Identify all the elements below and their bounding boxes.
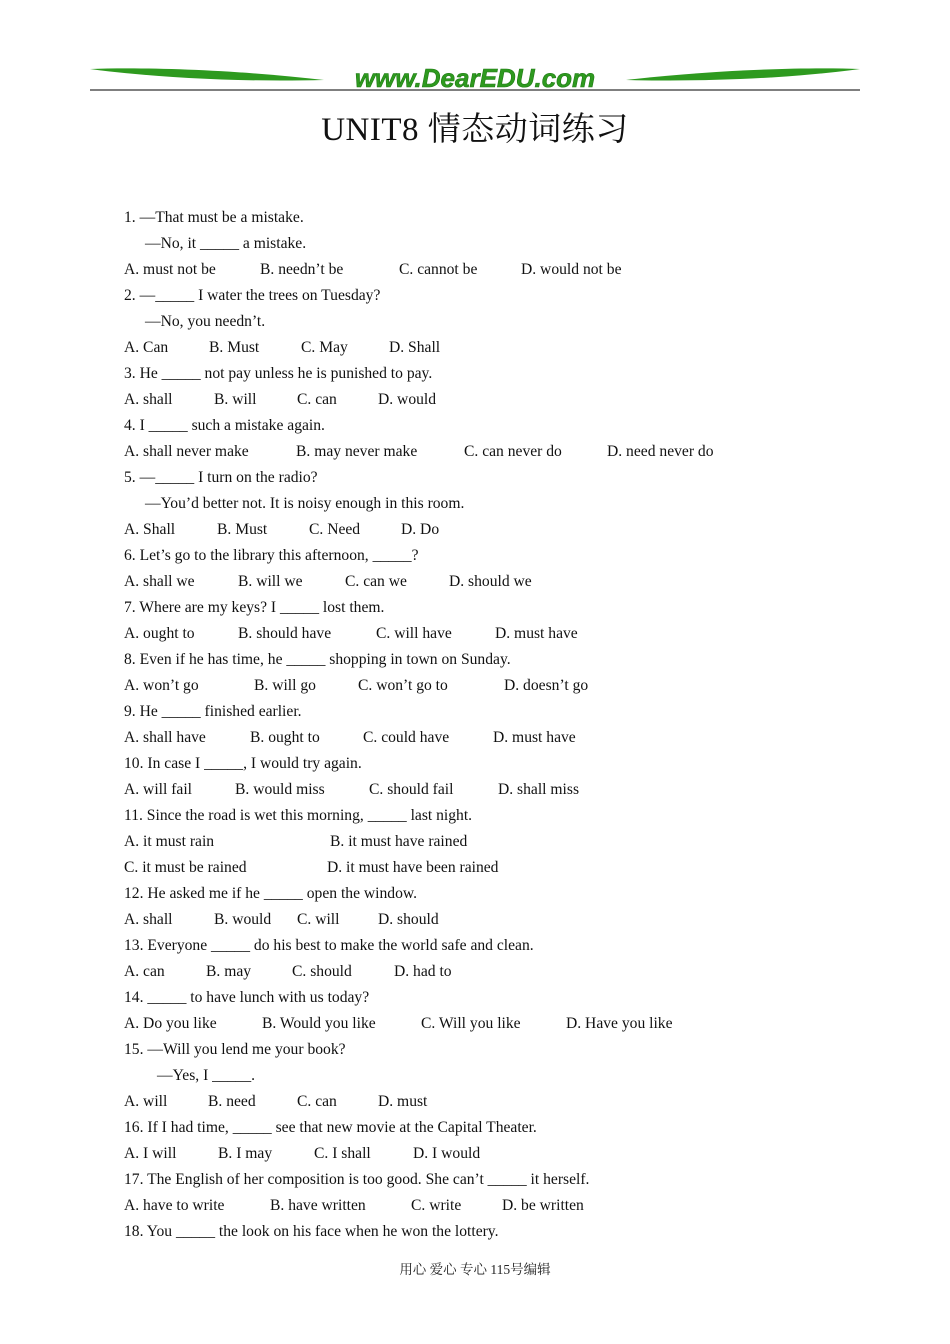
answer-option: A. ought to bbox=[124, 625, 195, 642]
answer-option: B. may never make bbox=[296, 443, 418, 460]
answer-option: C. should fail bbox=[369, 781, 454, 798]
answer-option: A. it must rain bbox=[124, 833, 215, 850]
answer-option: C. should bbox=[292, 963, 352, 980]
question-text: 5. —_____ I turn on the radio? bbox=[124, 469, 318, 486]
answer-option: B. will go bbox=[254, 677, 316, 694]
answer-option: D. had to bbox=[394, 963, 452, 980]
question-text: 7. Where are my keys? I _____ lost them. bbox=[124, 599, 385, 616]
answer-option: A. must not be bbox=[124, 261, 216, 278]
answer-option: B. would bbox=[214, 911, 272, 928]
answer-option: C. will have bbox=[376, 625, 452, 642]
answer-option: B. Would you like bbox=[262, 1015, 376, 1032]
question-text: 11. Since the road is wet this morning, _____ last night. bbox=[124, 807, 473, 824]
answer-option: D. would not be bbox=[521, 261, 622, 278]
answer-option: D. shall miss bbox=[498, 781, 580, 798]
site-banner bbox=[88, 60, 862, 96]
answer-option: B. need bbox=[208, 1093, 256, 1110]
question-text: 1. —That must be a mistake. bbox=[124, 209, 304, 226]
answer-option: C. May bbox=[301, 339, 348, 356]
answer-option: A. Can bbox=[124, 339, 169, 356]
answer-option: B. Must bbox=[217, 521, 268, 538]
answer-option: D. must bbox=[378, 1093, 428, 1110]
question-text: 16. If I had time, _____ see that new movie at the Capital Theater. bbox=[124, 1119, 537, 1136]
option-row bbox=[124, 1089, 844, 1115]
answer-option: A. I will bbox=[124, 1145, 177, 1162]
answer-option: C. write bbox=[411, 1197, 462, 1214]
banner-graphic bbox=[88, 60, 862, 96]
answer-option: A. shall bbox=[124, 391, 173, 408]
question-text: 13. Everyone _____ do his best to make the world safe and clean. bbox=[124, 937, 534, 954]
answer-option: A. can bbox=[124, 963, 165, 980]
answer-option: C. could have bbox=[363, 729, 450, 746]
option-row bbox=[124, 257, 844, 283]
answer-option: D. I would bbox=[413, 1145, 481, 1162]
answer-option: B. would miss bbox=[235, 781, 325, 798]
answer-option: B. ought to bbox=[250, 729, 320, 746]
answer-option: B. I may bbox=[218, 1145, 273, 1162]
answer-option: A. have to write bbox=[124, 1197, 225, 1214]
answer-option: D. need never do bbox=[607, 443, 714, 460]
question-text: 15. —Will you lend me your book? bbox=[124, 1041, 346, 1058]
answer-option: C. cannot be bbox=[399, 261, 478, 278]
exercise-body bbox=[124, 205, 844, 1245]
dialogue-reply: —No, it _____ a mistake. bbox=[145, 235, 307, 252]
answer-option: C. can we bbox=[345, 573, 407, 590]
right-leaf-swoosh bbox=[626, 68, 860, 80]
answer-option: D. doesn’t go bbox=[504, 677, 589, 694]
answer-option: B. needn’t be bbox=[260, 261, 344, 278]
page-footer: 用心 爱心 专心 115号编辑 bbox=[399, 1262, 551, 1277]
answer-option: D. should we bbox=[449, 573, 532, 590]
answer-option: D. Do bbox=[401, 521, 440, 538]
question-text: 17. The English of her composition is too good. She can’t _____ it herself. bbox=[124, 1171, 590, 1188]
option-row bbox=[124, 387, 844, 413]
question-text: 14. _____ to have lunch with us today? bbox=[124, 989, 370, 1006]
option-row bbox=[124, 907, 844, 933]
answer-option: A. will bbox=[124, 1093, 168, 1110]
question-text: 3. He _____ not pay unless he is punished to pay. bbox=[124, 365, 433, 382]
option-row bbox=[124, 855, 844, 881]
question-text: 12. He asked me if he _____ open the window. bbox=[124, 885, 418, 902]
option-row bbox=[124, 1193, 844, 1219]
answer-option: A. shall never make bbox=[124, 443, 249, 460]
answer-option: C. it must be rained bbox=[124, 859, 247, 876]
answer-option: C. Will you like bbox=[421, 1015, 521, 1032]
left-leaf-swoosh bbox=[90, 68, 324, 80]
question-text: 8. Even if he has time, he _____ shopping in town on Sunday. bbox=[124, 651, 511, 668]
answer-option: B. should have bbox=[238, 625, 332, 642]
answer-option: B. have written bbox=[270, 1197, 366, 1214]
option-row bbox=[124, 1011, 844, 1037]
page-title: UNIT8 情态动词练习 bbox=[321, 112, 629, 148]
answer-option: B. will we bbox=[238, 573, 303, 590]
dialogue-reply: —Yes, I _____. bbox=[157, 1067, 256, 1084]
question-text: 2. —_____ I water the trees on Tuesday? bbox=[124, 287, 381, 304]
dialogue-reply: —No, you needn’t. bbox=[145, 313, 266, 330]
question-text: 9. He _____ finished earlier. bbox=[124, 703, 302, 720]
answer-option: A. shall we bbox=[124, 573, 195, 590]
answer-option: A. Do you like bbox=[124, 1015, 217, 1032]
answer-option: D. would bbox=[378, 391, 437, 408]
answer-option: A. will fail bbox=[124, 781, 192, 798]
answer-option: C. I shall bbox=[314, 1145, 371, 1162]
question-text: 4. I _____ such a mistake again. bbox=[124, 417, 325, 434]
question-text: 6. Let’s go to the library this afternoon, _____? bbox=[124, 547, 419, 564]
answer-option: D. be written bbox=[502, 1197, 584, 1214]
option-row bbox=[124, 439, 844, 465]
option-row bbox=[124, 335, 844, 361]
answer-option: A. shall bbox=[124, 911, 173, 928]
question-text: 18. You _____ the look on his face when he won the lottery. bbox=[124, 1223, 499, 1240]
answer-option: D. must have bbox=[495, 625, 578, 642]
answer-option: D. it must have been rained bbox=[327, 859, 499, 876]
site-logo-text: www.DearEDU.com bbox=[354, 63, 596, 93]
answer-option: B. will bbox=[214, 391, 257, 408]
answer-option: A. won’t go bbox=[124, 677, 199, 694]
answer-option: B. may bbox=[206, 963, 252, 980]
option-row bbox=[124, 959, 844, 985]
answer-option: C. can bbox=[297, 391, 337, 408]
option-row bbox=[124, 569, 844, 595]
option-row bbox=[124, 1141, 844, 1167]
answer-option: A. Shall bbox=[124, 521, 176, 538]
answer-option: B. Must bbox=[209, 339, 260, 356]
answer-option: C. can never do bbox=[464, 443, 562, 460]
answer-option: C. won’t go to bbox=[358, 677, 448, 694]
option-row bbox=[124, 517, 844, 543]
answer-option: C. Need bbox=[309, 521, 361, 538]
option-row bbox=[124, 725, 844, 751]
answer-option: C. can bbox=[297, 1093, 337, 1110]
option-row bbox=[124, 777, 844, 803]
answer-option: A. shall have bbox=[124, 729, 206, 746]
question-text: 10. In case I _____, I would try again. bbox=[124, 755, 362, 772]
answer-option: D. Have you like bbox=[566, 1015, 673, 1032]
option-row bbox=[124, 621, 844, 647]
answer-option: D. Shall bbox=[389, 339, 441, 356]
answer-option: C. will bbox=[297, 911, 340, 928]
option-row bbox=[124, 673, 844, 699]
answer-option: D. must have bbox=[493, 729, 576, 746]
option-row bbox=[124, 829, 844, 855]
answer-option: B. it must have rained bbox=[330, 833, 468, 850]
dialogue-reply: —You’d better not. It is noisy enough in this room. bbox=[145, 495, 465, 512]
answer-option: D. should bbox=[378, 911, 439, 928]
